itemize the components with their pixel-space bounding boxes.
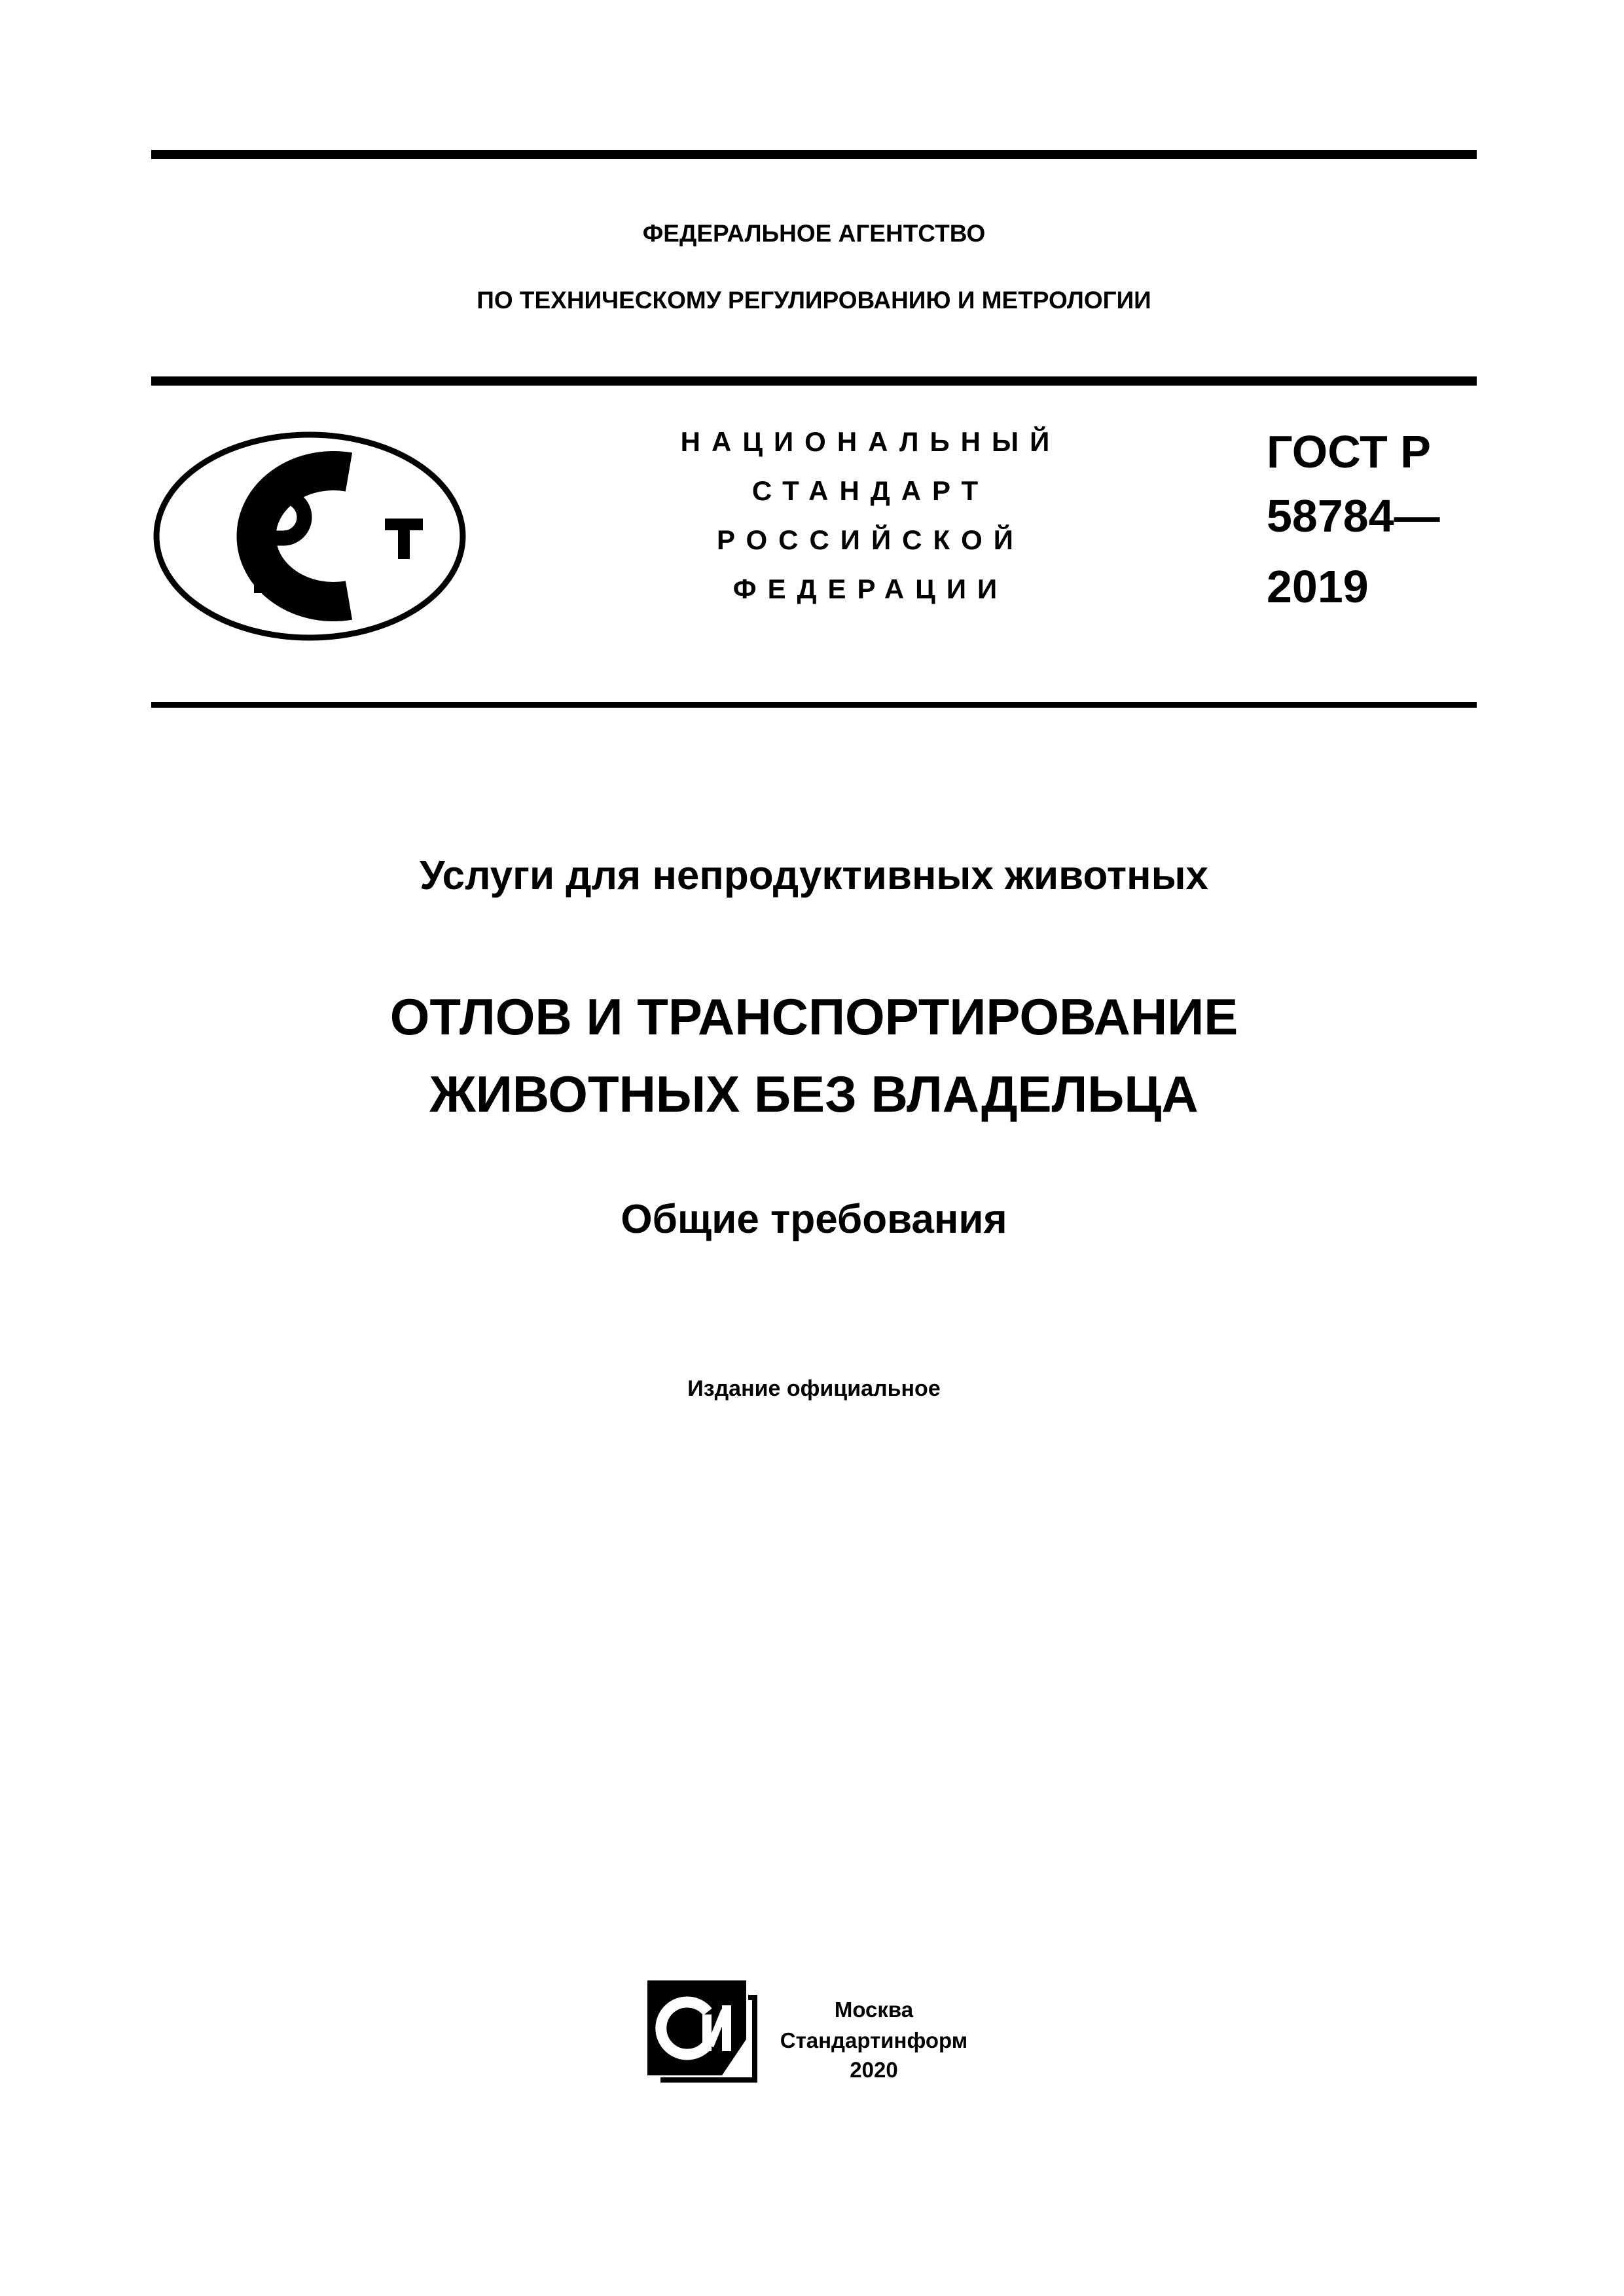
header-rule: [151, 376, 1477, 386]
publisher-year: 2020: [850, 2058, 898, 2082]
main-title-line-1: ОТЛОВ И ТРАНСПОРТИРОВАНИЕ: [389, 988, 1238, 1046]
subtitle: Общие требования: [621, 1197, 1007, 1242]
standard-type-line-3: РОССИЙСКОЙ: [717, 524, 1024, 555]
standard-type-line-4: ФЕДЕРАЦИИ: [732, 574, 1009, 604]
rst-certification-logo: [153, 431, 467, 642]
agency-line-2: ПО ТЕХНИЧЕСКОМУ РЕГУЛИРОВАНИЮ И МЕТРОЛОГИИ: [477, 287, 1151, 314]
edition-note: Издание официальное: [687, 1376, 941, 1401]
agency-line-1: ФЕДЕРАЛЬНОЕ АГЕНТСТВО: [642, 220, 986, 247]
standartinform-logo: [645, 1974, 759, 2085]
publisher-name: Стандартинформ: [780, 2028, 968, 2052]
standard-type-line-2: СТАНДАРТ: [751, 475, 990, 506]
publisher-city: Москва: [834, 1997, 914, 2022]
top-rule: [151, 150, 1477, 159]
designation-line-1: ГОСТ Р: [1267, 426, 1431, 477]
rst-letter-t: [385, 519, 423, 559]
designation-line-2: 58784—: [1267, 490, 1440, 541]
series-title: Услуги для непродуктивных животных: [419, 853, 1209, 898]
lower-header-rule: [151, 702, 1477, 708]
standard-type-line-1: НАЦИОНАЛЬНЫЙ: [680, 426, 1061, 457]
designation-line-3: 2019: [1267, 561, 1369, 612]
main-title-line-2: ЖИВОТНЫХ БЕЗ ВЛАДЕЛЬЦА: [429, 1065, 1199, 1123]
